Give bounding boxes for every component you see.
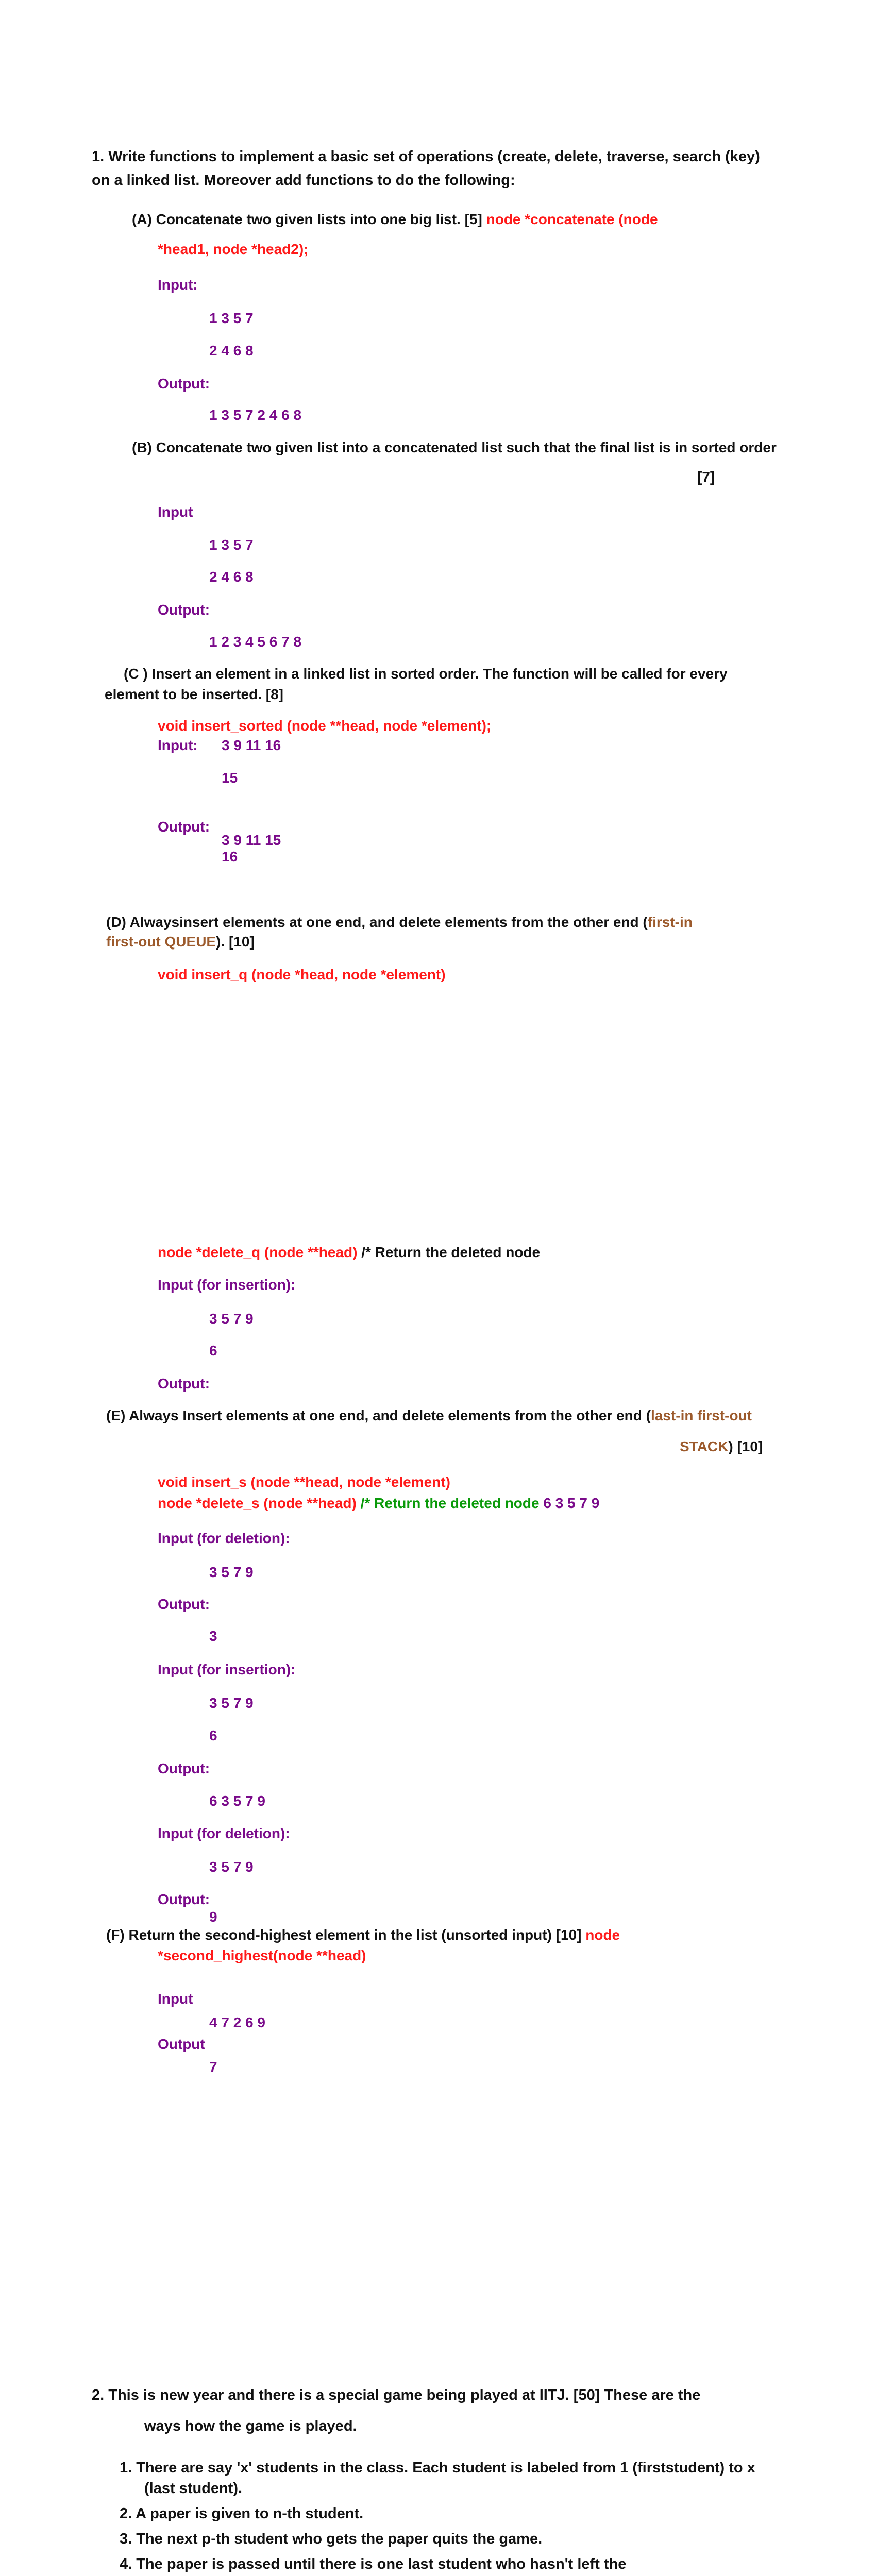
part-b-input-list-2: 2 4 6 8 [209,569,254,585]
part-c-output-list-1: 3 9 11 15 [222,832,281,848]
part-e-text-1: (E) Always Insert elements at one end, and delete elements from the other end ( [106,1408,651,1423]
part-d-description-line-1 [106,914,693,930]
part-a-signature-start: node *concatenate (node [486,211,658,227]
part-e-insertion-input-2: 6 [209,1727,217,1743]
part-e-comment: /* Return the deleted node [360,1495,540,1511]
part-e-marks: ) [10] [728,1438,763,1454]
part-c-output-label: Output: [158,819,210,835]
part-d-text-1: (D) Alwaysinsert elements at one end, and delete elements from the other end ( [106,914,648,930]
part-e-keyword-1: last-in first-out [651,1408,752,1423]
part-b-output-list: 1 2 3 4 5 6 7 8 [209,634,302,650]
part-d-output-label: Output: [158,1376,210,1392]
part-e-insertion-output: 6 3 5 7 9 [209,1793,265,1809]
part-d-delete-line [158,1244,540,1261]
part-c-description-line-2: element to be inserted. [8] [105,686,283,702]
part-f-signature-end: *second_highest(node **head) [158,1947,366,1963]
part-e-deletion-1-output: 3 [209,1628,217,1644]
part-e-deletion-1-label: Input (for deletion): [158,1530,290,1546]
part-c-description-line-1: (C ) Insert an element in a linked list in sorted order. The function will be called for every [124,666,728,682]
part-e-insertion-output-label: Output: [158,1760,210,1776]
part-d-input-list-1: 3 5 7 9 [209,1311,254,1327]
q2-intro-line-2: ways how the game is played. [144,2418,357,2434]
part-d-input-list-2: 6 [209,1343,217,1359]
part-a-input-list-2: 2 4 6 8 [209,343,254,359]
part-a-output-label: Output: [158,376,210,392]
part-d-input-label: Input (for insertion): [158,1277,296,1293]
part-a-description: (A) Concatenate two given lists into one big list. [5] [132,211,482,227]
part-c-input-element: 15 [222,770,238,786]
part-d-keyword-2: first-out QUEUE [106,934,216,950]
q2-rule-2: 2. A paper is given to n-th student. [120,2505,364,2522]
part-e-stack-after: 6 3 5 7 9 [543,1495,600,1511]
part-a-input-label: Input: [158,277,198,293]
part-b-output-label: Output: [158,602,210,618]
part-d-keyword-1: first-in [647,914,693,930]
part-d-description-line-2 [106,934,255,950]
part-f-description-line [106,1927,620,1943]
part-f-description: (F) Return the second-highest element in the list (unsorted input) [10] [106,1927,582,1943]
part-f-input-label: Input [158,1991,193,2007]
q1-intro-line-1: 1. Write functions to implement a basic set of operations (create, delete, traverse, search (key) [92,148,760,165]
part-e-deletion-2-label: Input (for deletion): [158,1825,290,1841]
part-e-deletion-1-input: 3 5 7 9 [209,1564,254,1580]
part-d-comment: /* Return the deleted node [361,1244,541,1260]
part-d-marks: ). [10] [216,934,255,950]
q2-rule-1-line-1: 1. There are say 'x' students in the class. Each student is labeled from 1 (firststudent) to x [120,2460,755,2476]
q1-intro-line-2: on a linked list. Moreover add functions to do the following: [92,172,515,189]
q2-rule-3: 3. The next p-th student who gets the paper quits the game. [120,2531,543,2547]
part-e-deletion-1-output-label: Output: [158,1596,210,1612]
part-f-input-list: 4 7 2 6 9 [209,2014,265,2030]
part-d-delete-signature: node *delete_q (node **head) [158,1244,358,1260]
part-a-output-list: 1 3 5 7 2 4 6 8 [209,407,302,423]
part-c-input-list: 3 9 11 16 [222,737,281,753]
part-d-insert-signature: void insert_q (node *head, node *element) [158,967,446,982]
part-e-keyword-2: STACK [680,1438,729,1454]
q2-rule-1-line-2: (last student). [144,2480,243,2497]
part-e-delete-line [158,1495,599,1512]
part-e-deletion-2-output: 9 [209,1909,217,1925]
part-b-description: (B) Concatenate two given list into a concatenated list such that the final list is in sorted order [132,439,777,455]
part-f-signature-start: node [585,1927,620,1943]
part-a-text [132,211,658,228]
part-c-output-list-2: 16 [222,849,238,865]
part-c-signature: void insert_sorted (node **head, node *element); [158,718,492,734]
part-f-output-value: 7 [209,2059,217,2075]
part-e-delete-signature: node *delete_s (node **head) [158,1495,357,1511]
q2-rule-4: 4. The paper is passed until there is one last student who hasn't left the [120,2556,627,2572]
part-b-marks: [7] [697,469,715,485]
part-e-insertion-label: Input (for insertion): [158,1662,296,1677]
part-e-insertion-input-1: 3 5 7 9 [209,1695,254,1711]
part-a-input-list-1: 1 3 5 7 [209,310,254,326]
part-c-input-label: Input: [158,737,198,753]
part-e-description-line-2 [680,1438,763,1455]
part-e-description-line-1 [106,1408,752,1424]
part-e-deletion-2-output-label: Output: [158,1891,210,1907]
q2-intro-line-1: 2. This is new year and there is a special game being played at IITJ. [50] These are the [92,2387,701,2403]
part-f-output-label: Output [158,2036,205,2052]
part-e-insert-signature: void insert_s (node **head, node *element) [158,1474,450,1490]
part-e-deletion-2-input: 3 5 7 9 [209,1859,254,1875]
part-b-input-list-1: 1 3 5 7 [209,537,254,553]
part-b-input-label: Input [158,504,193,520]
part-a-signature-end: *head1, node *head2); [158,241,309,257]
